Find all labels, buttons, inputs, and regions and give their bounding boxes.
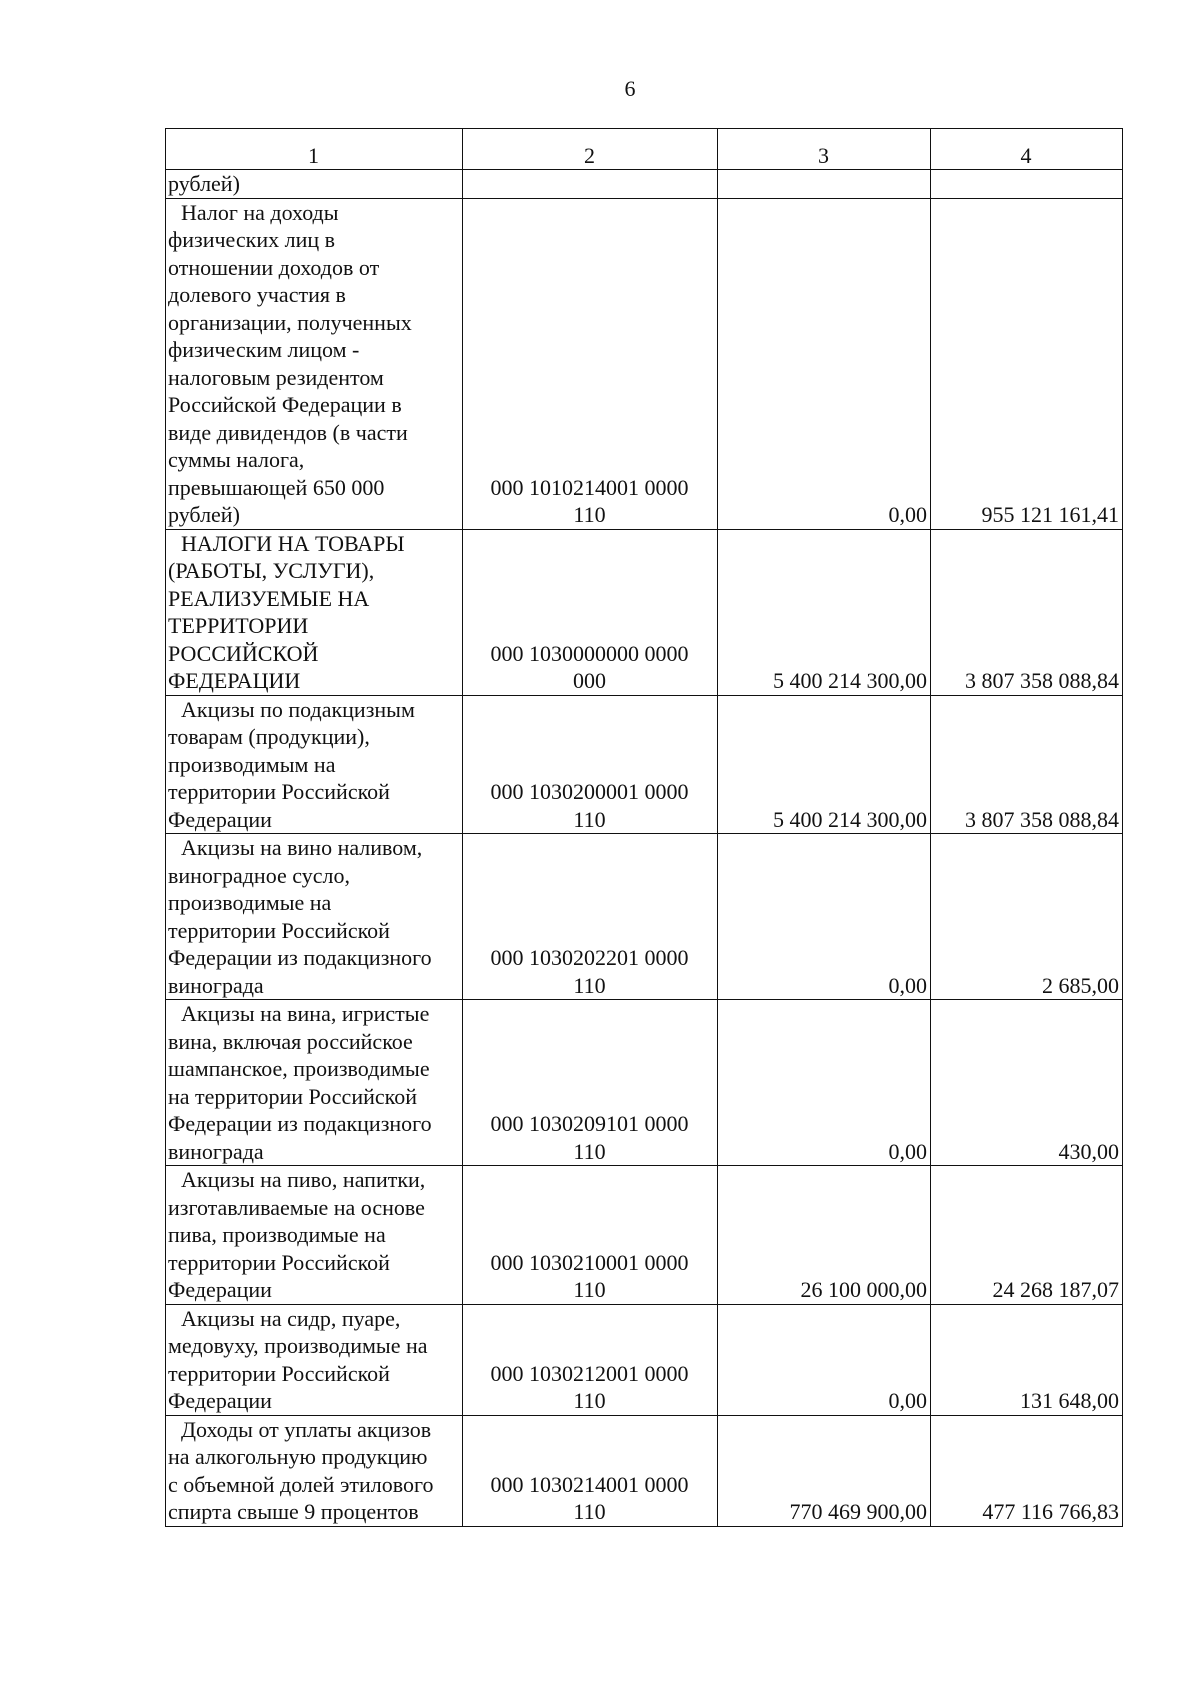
column-header-1: 1 — [166, 129, 463, 170]
row-actual — [931, 170, 1123, 199]
column-header-2: 2 — [463, 129, 718, 170]
column-header-4: 4 — [931, 129, 1123, 170]
row-name: Акцизы на пиво, напитки, изготавливаемые на основе пива, производимые на территории Российской Федерации — [166, 1166, 463, 1305]
row-actual: 477 116 766,83 — [931, 1415, 1123, 1526]
row-planned: 5 400 214 300,00 — [718, 695, 931, 834]
row-planned — [718, 170, 931, 199]
row-name: Акцизы на сидр, пуаре, медовуху, производимые на территории Российской Федерации — [166, 1304, 463, 1415]
table-row — [166, 529, 1123, 695]
row-actual: 430,00 — [931, 1000, 1123, 1166]
row-code: 000 1030209101 0000 110 — [463, 1000, 718, 1166]
row-actual: 3 807 358 088,84 — [931, 695, 1123, 834]
table-row — [166, 170, 1123, 199]
column-header-3: 3 — [718, 129, 931, 170]
row-actual: 131 648,00 — [931, 1304, 1123, 1415]
row-actual: 3 807 358 088,84 — [931, 529, 1123, 695]
row-planned: 26 100 000,00 — [718, 1166, 931, 1305]
row-name: Налог на доходы физических лиц в отношении доходов от долевого участия в организации, полученных физическим лицом - налоговым резидентом Российской Федерации в виде дивидендов (в части суммы налога, превышающей 650 000 рублей) — [166, 198, 463, 529]
row-name: Акцизы по подакцизным товарам (продукции), производимым на территории Российской Федерации — [166, 695, 463, 834]
revenue-table — [165, 128, 1123, 1527]
row-actual: 2 685,00 — [931, 834, 1123, 1000]
row-code: 000 1030214001 0000 110 — [463, 1415, 718, 1526]
row-code: 000 1030202201 0000 110 — [463, 834, 718, 1000]
table-row — [166, 198, 1123, 529]
table-row — [166, 695, 1123, 834]
row-code: 000 1010214001 0000 110 — [463, 198, 718, 529]
row-planned: 0,00 — [718, 834, 931, 1000]
row-name: Акцизы на вино наливом, виноградное сусло, производимые на территории Российской Федерации из подакцизного винограда — [166, 834, 463, 1000]
row-code: 000 1030210001 0000 110 — [463, 1166, 718, 1305]
page-number: 6 — [624, 76, 636, 101]
table-row — [166, 1415, 1123, 1526]
row-planned: 0,00 — [718, 1000, 931, 1166]
row-name: Акцизы на вина, игристые вина, включая российское шампанское, производимые на территории Российской Федерации из подакцизного винограда — [166, 1000, 463, 1166]
row-planned: 0,00 — [718, 1304, 931, 1415]
row-name: рублей) — [166, 170, 463, 199]
row-name: Доходы от уплаты акцизов на алкогольную продукцию с объемной долей этилового спирта свыше 9 процентов — [166, 1415, 463, 1526]
row-planned: 5 400 214 300,00 — [718, 529, 931, 695]
row-planned: 0,00 — [718, 198, 931, 529]
table-row — [166, 834, 1123, 1000]
table-row — [166, 1304, 1123, 1415]
row-code — [463, 170, 718, 199]
row-code: 000 1030000000 0000 000 — [463, 529, 718, 695]
row-actual: 24 268 187,07 — [931, 1166, 1123, 1305]
table-header-row — [166, 129, 1123, 170]
row-planned: 770 469 900,00 — [718, 1415, 931, 1526]
row-code: 000 1030212001 0000 110 — [463, 1304, 718, 1415]
table-row — [166, 1166, 1123, 1305]
row-name: НАЛОГИ НА ТОВАРЫ (РАБОТЫ, УСЛУГИ), РЕАЛИЗУЕМЫЕ НА ТЕРРИТОРИИ РОССИЙСКОЙ ФЕДЕРАЦИИ — [166, 529, 463, 695]
row-code: 000 1030200001 0000 110 — [463, 695, 718, 834]
row-actual: 955 121 161,41 — [931, 198, 1123, 529]
table-row — [166, 1000, 1123, 1166]
